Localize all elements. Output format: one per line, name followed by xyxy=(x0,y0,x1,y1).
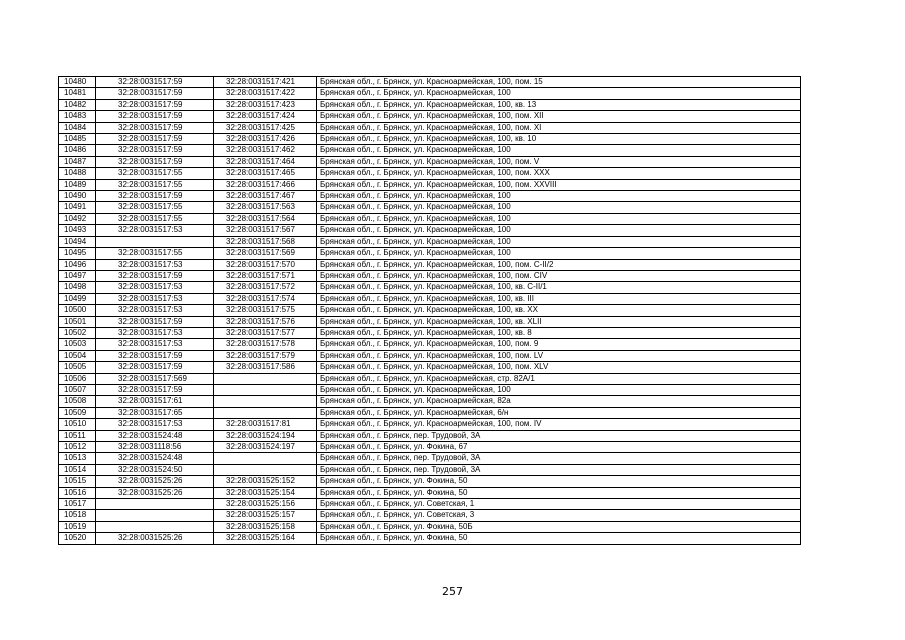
parcel-cadastral-number-cell: 32:28:0031517:53 xyxy=(96,419,214,430)
table-row xyxy=(59,225,801,236)
row-number-cell: 10480 xyxy=(59,77,96,88)
row-number-cell: 10484 xyxy=(59,122,96,133)
row-number-cell: 10511 xyxy=(59,430,96,441)
object-cadastral-number-cell: 32:28:0031517:465 xyxy=(214,168,317,179)
address-cell: Брянская обл., г. Брянск, ул. Красноармейская, 100, пом. XI xyxy=(317,122,801,133)
object-cadastral-number-cell: 32:28:0031517:575 xyxy=(214,305,317,316)
table-row xyxy=(59,487,801,498)
parcel-cadastral-number-cell: 32:28:0031517:53 xyxy=(96,259,214,270)
row-number-cell: 10507 xyxy=(59,384,96,395)
table-row xyxy=(59,248,801,259)
parcel-cadastral-number-cell xyxy=(96,510,214,521)
parcel-cadastral-number-cell: 32:28:0031517:59 xyxy=(96,384,214,395)
parcel-cadastral-number-cell: 32:28:0031517:55 xyxy=(96,248,214,259)
row-number-cell: 10496 xyxy=(59,259,96,270)
table-row xyxy=(59,88,801,99)
address-cell: Брянская обл., г. Брянск, ул. Красноармейская, 100 xyxy=(317,213,801,224)
object-cadastral-number-cell: 32:28:0031524:197 xyxy=(214,442,317,453)
table-row xyxy=(59,99,801,110)
page-number: 257 xyxy=(442,585,463,598)
parcel-cadastral-number-cell: 32:28:0031517:59 xyxy=(96,156,214,167)
parcel-cadastral-number-cell: 32:28:0031524:48 xyxy=(96,430,214,441)
parcel-cadastral-number-cell: 32:28:0031525:26 xyxy=(96,487,214,498)
address-cell: Брянская обл., г. Брянск, ул. Красноармейская, 100, пом. XII xyxy=(317,111,801,122)
object-cadastral-number-cell: 32:28:0031517:567 xyxy=(214,225,317,236)
address-cell: Брянская обл., г. Брянск, ул. Красноармейская, стр. 82А/1 xyxy=(317,373,801,384)
row-number-cell: 10483 xyxy=(59,111,96,122)
object-cadastral-number-cell: 32:28:0031517:564 xyxy=(214,213,317,224)
row-number-cell: 10510 xyxy=(59,419,96,430)
parcel-cadastral-number-cell: 32:28:0031118:56 xyxy=(96,442,214,453)
address-cell: Брянская обл., г. Брянск, ул. Советская, 1 xyxy=(317,499,801,510)
row-number-cell: 10494 xyxy=(59,236,96,247)
table-row xyxy=(59,533,801,544)
address-cell: Брянская обл., г. Брянск, ул. Красноармейская, 100, пом. 15 xyxy=(317,77,801,88)
address-cell: Брянская обл., г. Брянск, ул. Красноармейская, 100, пом. XXX xyxy=(317,168,801,179)
parcel-cadastral-number-cell: 32:28:0031517:59 xyxy=(96,99,214,110)
table-row xyxy=(59,282,801,293)
address-cell: Брянская обл., г. Брянск, ул. Красноармейская, 100, кв. 13 xyxy=(317,99,801,110)
table-body xyxy=(59,77,801,545)
row-number-cell: 10489 xyxy=(59,179,96,190)
object-cadastral-number-cell xyxy=(214,453,317,464)
object-cadastral-number-cell: 32:28:0031517:422 xyxy=(214,88,317,99)
row-number-cell: 10495 xyxy=(59,248,96,259)
table-row xyxy=(59,236,801,247)
table-row xyxy=(59,407,801,418)
table-row xyxy=(59,213,801,224)
table-row xyxy=(59,168,801,179)
table-row xyxy=(59,316,801,327)
row-number-cell: 10505 xyxy=(59,362,96,373)
address-cell: Брянская обл., г. Брянск, пер. Трудовой, 3А xyxy=(317,430,801,441)
row-number-cell: 10503 xyxy=(59,339,96,350)
parcel-cadastral-number-cell: 32:28:0031517:59 xyxy=(96,350,214,361)
row-number-cell: 10519 xyxy=(59,521,96,532)
row-number-cell: 10490 xyxy=(59,191,96,202)
object-cadastral-number-cell: 32:28:0031517:425 xyxy=(214,122,317,133)
object-cadastral-number-cell: 32:28:0031517:577 xyxy=(214,327,317,338)
parcel-cadastral-number-cell: 32:28:0031517:59 xyxy=(96,134,214,145)
parcel-cadastral-number-cell: 32:28:0031517:53 xyxy=(96,327,214,338)
object-cadastral-number-cell: 32:28:0031517:572 xyxy=(214,282,317,293)
row-number-cell: 10481 xyxy=(59,88,96,99)
object-cadastral-number-cell: 32:28:0031517:586 xyxy=(214,362,317,373)
address-cell: Брянская обл., г. Брянск, ул. Красноармейская, 6/н xyxy=(317,407,801,418)
table-row xyxy=(59,510,801,521)
object-cadastral-number-cell: 32:28:0031517:576 xyxy=(214,316,317,327)
row-number-cell: 10518 xyxy=(59,510,96,521)
address-cell: Брянская обл., г. Брянск, ул. Красноармейская, 100, пом. CIV xyxy=(317,270,801,281)
table-row xyxy=(59,202,801,213)
parcel-cadastral-number-cell: 32:28:0031517:53 xyxy=(96,293,214,304)
row-number-cell: 10504 xyxy=(59,350,96,361)
table-row xyxy=(59,145,801,156)
parcel-cadastral-number-cell: 32:28:0031517:65 xyxy=(96,407,214,418)
row-number-cell: 10506 xyxy=(59,373,96,384)
row-number-cell: 10487 xyxy=(59,156,96,167)
parcel-cadastral-number-cell: 32:28:0031517:59 xyxy=(96,122,214,133)
parcel-cadastral-number-cell xyxy=(96,499,214,510)
address-cell: Брянская обл., г. Брянск, ул. Фокина, 50 xyxy=(317,533,801,544)
row-number-cell: 10517 xyxy=(59,499,96,510)
parcel-cadastral-number-cell xyxy=(96,236,214,247)
table-row xyxy=(59,156,801,167)
object-cadastral-number-cell: 32:28:0031517:574 xyxy=(214,293,317,304)
address-cell: Брянская обл., г. Брянск, ул. Красноармейская, 100, пом. XLV xyxy=(317,362,801,373)
table-row xyxy=(59,179,801,190)
address-cell: Брянская обл., г. Брянск, ул. Красноармейская, 100 xyxy=(317,384,801,395)
table-row xyxy=(59,134,801,145)
row-number-cell: 10502 xyxy=(59,327,96,338)
table-row xyxy=(59,396,801,407)
object-cadastral-number-cell xyxy=(214,396,317,407)
cadastral-table xyxy=(58,76,801,545)
parcel-cadastral-number-cell: 32:28:0031517:59 xyxy=(96,362,214,373)
row-number-cell: 10515 xyxy=(59,476,96,487)
object-cadastral-number-cell: 32:28:0031517:569 xyxy=(214,248,317,259)
object-cadastral-number-cell: 32:28:0031517:570 xyxy=(214,259,317,270)
object-cadastral-number-cell: 32:28:0031517:568 xyxy=(214,236,317,247)
parcel-cadastral-number-cell: 32:28:0031517:59 xyxy=(96,111,214,122)
row-number-cell: 10497 xyxy=(59,270,96,281)
table-row xyxy=(59,339,801,350)
address-cell: Брянская обл., г. Брянск, ул. Красноармейская, 100 xyxy=(317,191,801,202)
table-row xyxy=(59,362,801,373)
address-cell: Брянская обл., г. Брянск, ул. Красноармейская, 100, пом. С-II/2 xyxy=(317,259,801,270)
object-cadastral-number-cell: 32:28:0031517:462 xyxy=(214,145,317,156)
address-cell: Брянская обл., г. Брянск, ул. Красноармейская, 100, кв. XLII xyxy=(317,316,801,327)
row-number-cell: 10493 xyxy=(59,225,96,236)
address-cell: Брянская обл., г. Брянск, ул. Красноармейская, 100, кв. С-II/1 xyxy=(317,282,801,293)
parcel-cadastral-number-cell: 32:28:0031524:50 xyxy=(96,464,214,475)
row-number-cell: 10491 xyxy=(59,202,96,213)
table-row xyxy=(59,384,801,395)
address-cell: Брянская обл., г. Брянск, ул. Красноармейская, 100 xyxy=(317,225,801,236)
row-number-cell: 10499 xyxy=(59,293,96,304)
parcel-cadastral-number-cell: 32:28:0031525:26 xyxy=(96,533,214,544)
object-cadastral-number-cell: 32:28:0031517:579 xyxy=(214,350,317,361)
object-cadastral-number-cell: 32:28:0031517:578 xyxy=(214,339,317,350)
address-cell: Брянская обл., г. Брянск, ул. Красноармейская, 82а xyxy=(317,396,801,407)
table-row xyxy=(59,419,801,430)
table-row xyxy=(59,111,801,122)
table-row xyxy=(59,476,801,487)
table-row xyxy=(59,430,801,441)
row-number-cell: 10512 xyxy=(59,442,96,453)
row-number-cell: 10516 xyxy=(59,487,96,498)
table-row xyxy=(59,305,801,316)
object-cadastral-number-cell: 32:28:0031525:152 xyxy=(214,476,317,487)
address-cell: Брянская обл., г. Брянск, ул. Красноармейская, 100 xyxy=(317,248,801,259)
object-cadastral-number-cell: 32:28:0031517:464 xyxy=(214,156,317,167)
object-cadastral-number-cell: 32:28:0031525:157 xyxy=(214,510,317,521)
parcel-cadastral-number-cell: 32:28:0031517:55 xyxy=(96,213,214,224)
address-cell: Брянская обл., г. Брянск, ул. Красноармейская, 100, кв. 10 xyxy=(317,134,801,145)
address-cell: Брянская обл., г. Брянск, ул. Красноармейская, 100 xyxy=(317,88,801,99)
address-cell: Брянская обл., г. Брянск, ул. Красноармейская, 100, пом. IV xyxy=(317,419,801,430)
parcel-cadastral-number-cell: 32:28:0031517:53 xyxy=(96,225,214,236)
object-cadastral-number-cell: 32:28:0031525:164 xyxy=(214,533,317,544)
row-number-cell: 10485 xyxy=(59,134,96,145)
table-row xyxy=(59,293,801,304)
object-cadastral-number-cell: 32:28:0031517:467 xyxy=(214,191,317,202)
row-number-cell: 10500 xyxy=(59,305,96,316)
table-row xyxy=(59,499,801,510)
object-cadastral-number-cell xyxy=(214,464,317,475)
object-cadastral-number-cell xyxy=(214,384,317,395)
table-row xyxy=(59,191,801,202)
parcel-cadastral-number-cell: 32:28:0031517:569 xyxy=(96,373,214,384)
address-cell: Брянская обл., г. Брянск, ул. Красноармейская, 100, пом. LV xyxy=(317,350,801,361)
address-cell: Брянская обл., г. Брянск, ул. Фокина, 67 xyxy=(317,442,801,453)
row-number-cell: 10508 xyxy=(59,396,96,407)
address-cell: Брянская обл., г. Брянск, ул. Красноармейская, 100 xyxy=(317,236,801,247)
object-cadastral-number-cell: 32:28:0031525:154 xyxy=(214,487,317,498)
row-number-cell: 10514 xyxy=(59,464,96,475)
row-number-cell: 10501 xyxy=(59,316,96,327)
object-cadastral-number-cell: 32:28:0031525:158 xyxy=(214,521,317,532)
address-cell: Брянская обл., г. Брянск, ул. Красноармейская, 100 xyxy=(317,202,801,213)
object-cadastral-number-cell: 32:28:0031517:563 xyxy=(214,202,317,213)
address-cell: Брянская обл., г. Брянск, пер. Трудовой, 3А xyxy=(317,453,801,464)
object-cadastral-number-cell: 32:28:0031517:421 xyxy=(214,77,317,88)
table-row xyxy=(59,373,801,384)
table-row xyxy=(59,464,801,475)
object-cadastral-number-cell: 32:28:0031517:423 xyxy=(214,99,317,110)
parcel-cadastral-number-cell: 32:28:0031517:53 xyxy=(96,282,214,293)
object-cadastral-number-cell xyxy=(214,373,317,384)
table-row xyxy=(59,259,801,270)
row-number-cell: 10488 xyxy=(59,168,96,179)
parcel-cadastral-number-cell: 32:28:0031525:26 xyxy=(96,476,214,487)
address-cell: Брянская обл., г. Брянск, ул. Красноармейская, 100, кв. III xyxy=(317,293,801,304)
object-cadastral-number-cell: 32:28:0031524:194 xyxy=(214,430,317,441)
table-row xyxy=(59,270,801,281)
parcel-cadastral-number-cell: 32:28:0031517:55 xyxy=(96,179,214,190)
parcel-cadastral-number-cell: 32:28:0031517:55 xyxy=(96,202,214,213)
address-cell: Брянская обл., г. Брянск, ул. Фокина, 50 xyxy=(317,476,801,487)
parcel-cadastral-number-cell: 32:28:0031517:59 xyxy=(96,145,214,156)
row-number-cell: 10492 xyxy=(59,213,96,224)
object-cadastral-number-cell: 32:28:0031517:466 xyxy=(214,179,317,190)
address-cell: Брянская обл., г. Брянск, ул. Красноармейская, 100 xyxy=(317,145,801,156)
address-cell: Брянская обл., г. Брянск, ул. Советская, 3 xyxy=(317,510,801,521)
address-cell: Брянская обл., г. Брянск, ул. Красноармейская, 100, кв. XX xyxy=(317,305,801,316)
row-number-cell: 10509 xyxy=(59,407,96,418)
row-number-cell: 10498 xyxy=(59,282,96,293)
table-row xyxy=(59,77,801,88)
row-number-cell: 10513 xyxy=(59,453,96,464)
object-cadastral-number-cell xyxy=(214,407,317,418)
row-number-cell: 10482 xyxy=(59,99,96,110)
address-cell: Брянская обл., г. Брянск, ул. Фокина, 50Б xyxy=(317,521,801,532)
object-cadastral-number-cell: 32:28:0031517:571 xyxy=(214,270,317,281)
parcel-cadastral-number-cell: 32:28:0031517:59 xyxy=(96,191,214,202)
parcel-cadastral-number-cell: 32:28:0031517:59 xyxy=(96,270,214,281)
object-cadastral-number-cell: 32:28:0031517:424 xyxy=(214,111,317,122)
object-cadastral-number-cell: 32:28:0031517:426 xyxy=(214,134,317,145)
table-row xyxy=(59,453,801,464)
table-row xyxy=(59,521,801,532)
parcel-cadastral-number-cell: 32:28:0031524:48 xyxy=(96,453,214,464)
table-row xyxy=(59,122,801,133)
parcel-cadastral-number-cell: 32:28:0031517:53 xyxy=(96,305,214,316)
row-number-cell: 10486 xyxy=(59,145,96,156)
address-cell: Брянская обл., г. Брянск, ул. Красноармейская, 100, кв. 8 xyxy=(317,327,801,338)
address-cell: Брянская обл., г. Брянск, ул. Красноармейская, 100, пом. XXVIII xyxy=(317,179,801,190)
object-cadastral-number-cell: 32:28:0031525:156 xyxy=(214,499,317,510)
address-cell: Брянская обл., г. Брянск, пер. Трудовой, 3А xyxy=(317,464,801,475)
parcel-cadastral-number-cell: 32:28:0031517:59 xyxy=(96,88,214,99)
address-cell: Брянская обл., г. Брянск, ул. Красноармейская, 100, пом. 9 xyxy=(317,339,801,350)
parcel-cadastral-number-cell xyxy=(96,521,214,532)
parcel-cadastral-number-cell: 32:28:0031517:53 xyxy=(96,339,214,350)
address-cell: Брянская обл., г. Брянск, ул. Красноармейская, 100, пом. V xyxy=(317,156,801,167)
table-row xyxy=(59,350,801,361)
table-row xyxy=(59,442,801,453)
object-cadastral-number-cell: 32:28:0031517:81 xyxy=(214,419,317,430)
parcel-cadastral-number-cell: 32:28:0031517:59 xyxy=(96,77,214,88)
parcel-cadastral-number-cell: 32:28:0031517:59 xyxy=(96,316,214,327)
table-row xyxy=(59,327,801,338)
row-number-cell: 10520 xyxy=(59,533,96,544)
address-cell: Брянская обл., г. Брянск, ул. Фокина, 50 xyxy=(317,487,801,498)
parcel-cadastral-number-cell: 32:28:0031517:55 xyxy=(96,168,214,179)
parcel-cadastral-number-cell: 32:28:0031517:61 xyxy=(96,396,214,407)
